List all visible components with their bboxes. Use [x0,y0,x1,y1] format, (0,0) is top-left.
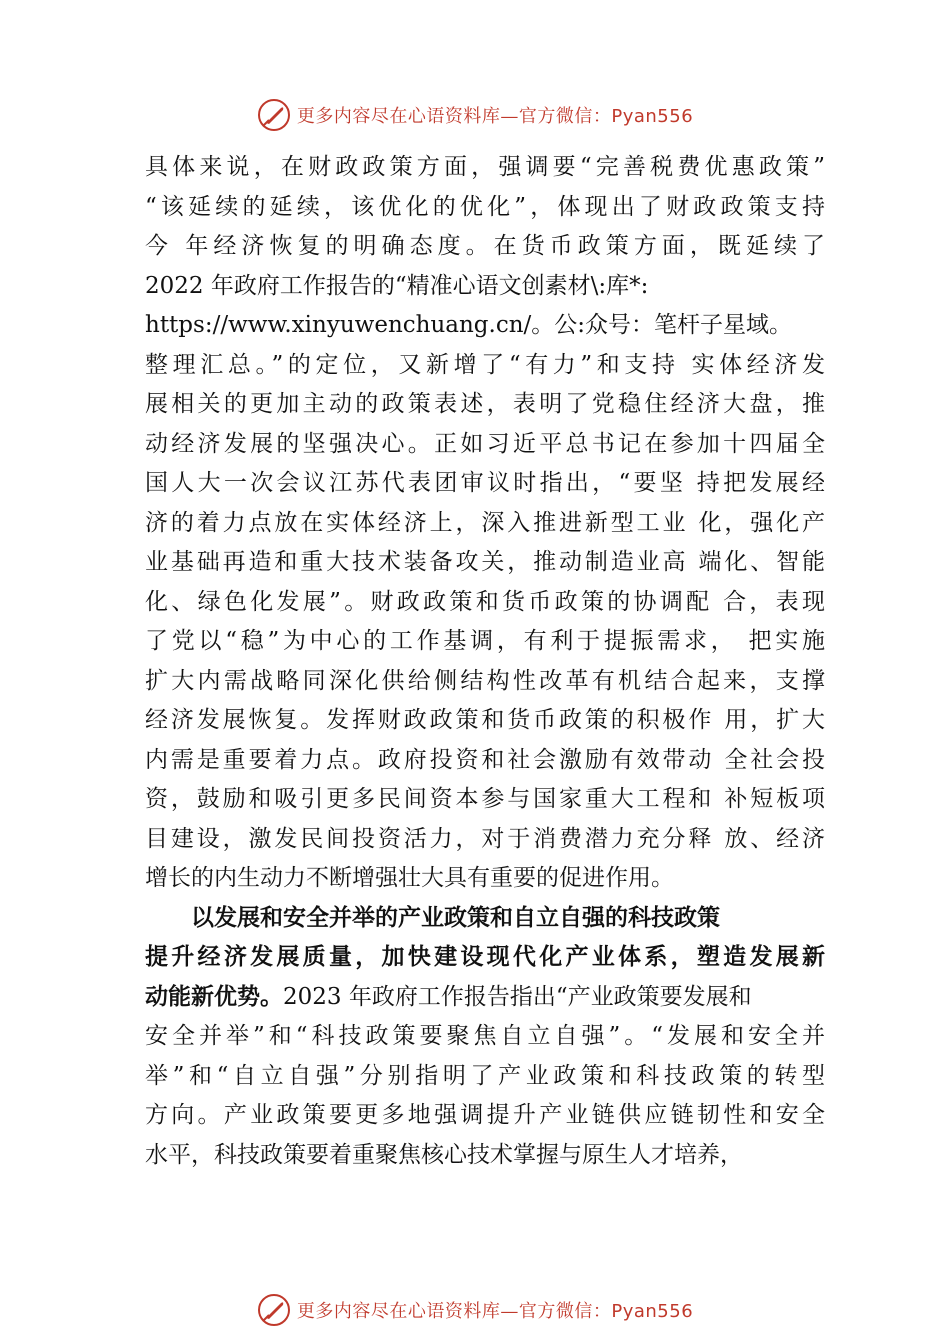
body-line: 扩大内需战略同深化供给侧结构性改革有机结合起来，支撑 [145,667,825,694]
body-line: 资，鼓励和吸引更多民间资本参与国家重大工程和 补短板项 [145,786,825,812]
banner-wechat-label: 官方微信： [518,1301,612,1322]
body-line: 经济发展恢复。发挥财政政策和货币政策的积极作 用，扩大 [145,707,825,733]
body-line: 了党以“稳”为中心的工作基调，有利于提振需求， 把实施 [145,628,825,654]
document-body [145,148,825,1175]
quill-pen-logo-icon [257,1293,291,1327]
body-line: 动经济发展的坚强决心。正如习近平总书记在参加十四届全 [145,430,825,457]
section-heading: 以发展和安全并举的产业政策和自立自强的科技政策 [191,904,720,931]
banner-main-text: 更多内容尽在心语资料库 [296,106,501,127]
banner-text [297,1297,693,1323]
body-line: 安全并举”和“科技政策要聚焦自立自强”。“发展和安全并 [145,1023,825,1049]
section-heading-end: 动能新优势。 [145,983,283,1010]
body-line: 化、绿色化发展”。财政政策和货币政策的协调配 合，表现 [145,588,825,615]
banner-separator: — [500,106,519,127]
banner-separator: — [500,1301,519,1322]
banner-text [297,102,693,128]
banner-wechat-id: Pyan556 [611,1301,694,1322]
section-text-start: 2023 年政府工作报告指出“产业政策要发展和 [283,983,752,1010]
banner-wechat-label: 官方微信： [518,106,612,127]
banner-main-text: 更多内容尽在心语资料库 [296,1301,501,1322]
body-line: 展相关的更加主动的政策表述，表明了党稳住经济大盘，推 [145,391,825,417]
body-line: 业基础再造和重大技术装备攻关，推动制造业高 端化、智能 [145,549,825,575]
header-banner [0,95,950,135]
body-line: 国人大一次会议江苏代表团审议时指出，“要坚 持把发展经 [145,470,825,496]
body-line: 今 年经济恢复的明确态度。在货币政策方面，既延续了 [145,233,825,259]
body-line: 目建设，激发民间投资活力，对于消费潜力充分释 放、经济 [145,825,825,852]
quill-pen-logo-icon [257,98,291,132]
body-line: 内需是重要着力点。政府投资和社会激励有效带动 全社会投 [145,746,825,773]
body-line: 水平，科技政策要着重聚焦核心技术掌握与原生人才培养， [145,1141,743,1168]
body-line: 举”和“自立自强”分别指明了产业政策和科技政策的转型 [145,1062,825,1089]
body-line: 2022 年政府工作报告的“精准心语文创素材\:库*: [145,272,649,299]
banner-wechat-id: Pyan556 [611,106,694,127]
body-line: 方向。产业政策要更多地强调提升产业链供应链韧性和安全 [145,1102,825,1128]
body-line: 增长的内生动力不断增强壮大具有重要的促进作用。 [145,865,674,891]
body-line: 整理汇总。”的定位，又新增了“有力”和支持 实体经济发 [145,351,825,378]
body-line: https://www.xinyuwenchuang.cn/。公:众号：笔杆子星域。 [145,312,793,338]
body-line: 具体来说，在财政政策方面，强调要“完善税费优惠政策” [145,154,825,180]
section-heading-mixed [145,978,825,1018]
section-heading: 提升经济发展质量，加快建设现代化产业体系，塑造发展新 [145,944,825,970]
body-line: 济的着力点放在实体经济上，深入推进新型工业 化，强化产 [145,509,825,536]
footer-banner [0,1290,950,1330]
body-line: “该延续的延续，该优化的优化”，体现出了财政政策支持 [145,193,825,220]
